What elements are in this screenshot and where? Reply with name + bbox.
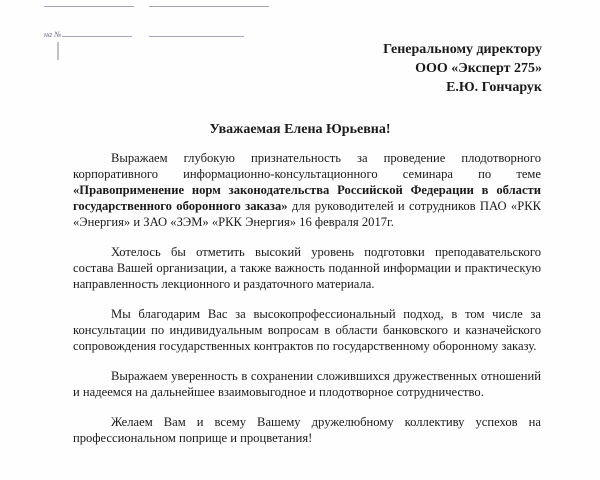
letter-body (73, 150, 541, 460)
paragraph-5: Желаем Вам и всему Вашему дружелюбному коллективу успехов на профессиональном поприще и процветания! (73, 415, 541, 445)
letterhead-form-lines (24, 4, 294, 64)
seminar-title: «Правоприменение норм законодательства Российской Федерации в области государственного оборонного заказа» (73, 183, 541, 213)
paragraph-4: Выражаем уверенность в сохранении сложившихся дружественных отношений и надеемся на дальнейшее взаимовыгодное и плодотворное сотрудничество. (73, 369, 541, 399)
paragraph-3: Мы благодарим Вас за высокопрофессиональный подход, в том числе за консультации по индивидуальным вопросам в области банковского и казначейского сопровождения государственных контрактов по государственному оборонному заказу. (73, 307, 541, 353)
form-line (44, 6, 134, 7)
addressee-position: Генеральному директору (383, 42, 542, 57)
form-line (62, 36, 132, 37)
salutation: Уважаемая Елена Юрьевна! (209, 122, 391, 137)
form-corner-mark (57, 42, 59, 60)
reference-number-label: на № (44, 30, 62, 39)
addressee-name: Е.Ю. Гончарук (446, 80, 542, 95)
paragraph-2: Хотелось бы отметить высокий уровень подготовки преподавательского состава Вашей организации, а также важность поданной информации и практическую направленность лекционного и раздаточного материала. (73, 245, 541, 291)
paragraph-1-start: Выражаем глубокую признательность за проведение плодотворного корпоративного информационно-консультационного семинара по теме (73, 151, 541, 181)
paragraph-1 (73, 150, 541, 230)
paragraph-1-end: для руководителей и сотрудников ПАО «РКК «Энергия» и ЗАО «ЗЭМ» «РКК Энергия» 16 февраля 2017г. (73, 199, 541, 229)
addressee-company: ООО «Эксперт 275» (415, 61, 542, 76)
form-line (149, 36, 244, 37)
form-line (149, 6, 269, 7)
addressee-block (383, 40, 542, 97)
